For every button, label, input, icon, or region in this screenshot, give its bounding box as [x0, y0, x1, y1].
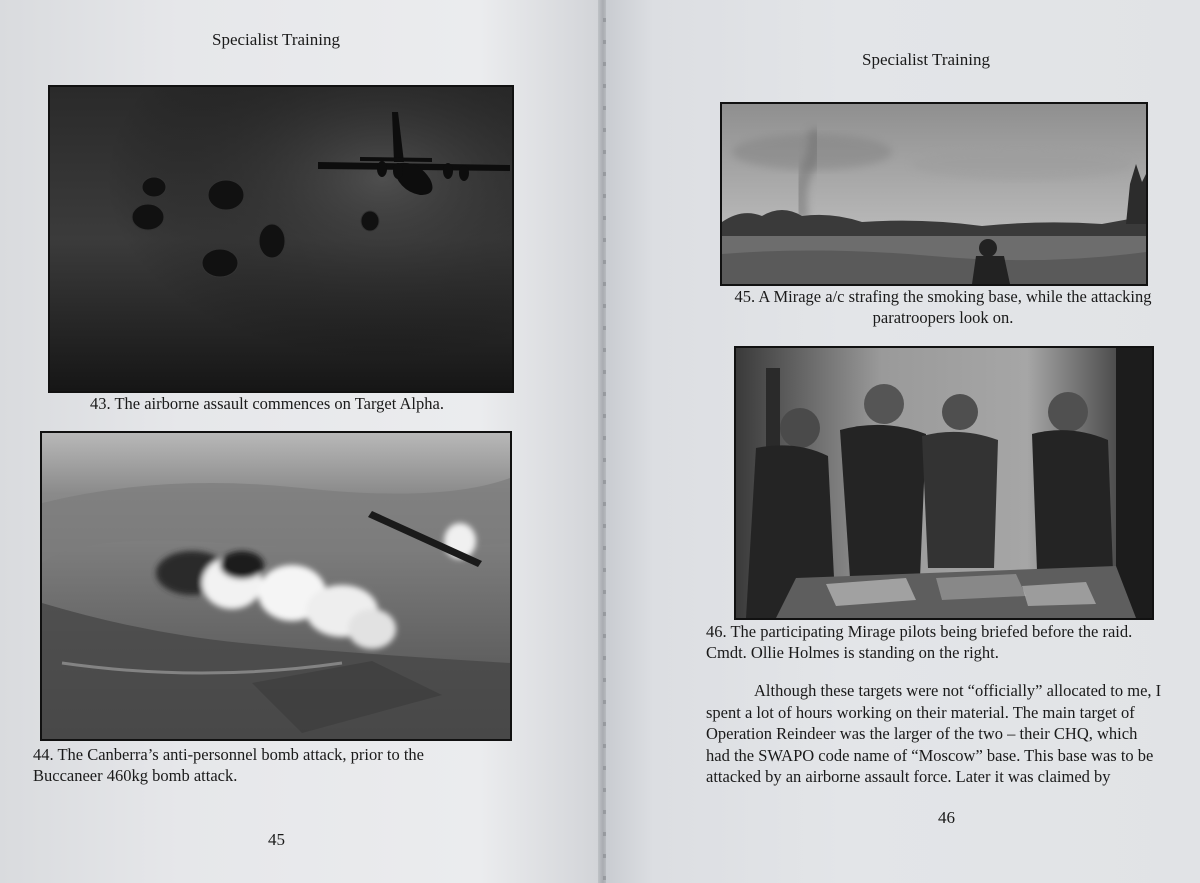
- caption-figure-45-line1: 45. A Mirage a/c strafing the smoking base, while the attacking: [734, 287, 1152, 306]
- caption-figure-46-line1: 46. The participating Mirage pilots being briefed before the raid.: [706, 622, 1133, 641]
- photo-mirage-pilots-briefing: [734, 346, 1154, 620]
- caption-figure-44-line2: Buccaneer 460kg bomb attack.: [33, 766, 238, 785]
- caption-figure-46: [706, 621, 1176, 663]
- caption-figure-44-line1: 44. The Canberra’s anti-personnel bomb attack, prior to the: [33, 745, 424, 764]
- body-line-5: attacked by an airborne assault force. Later it was claimed by: [706, 767, 1111, 786]
- body-line-1: Although these targets were not “officially” allocated to me, I: [754, 681, 1162, 700]
- caption-figure-43: 43. The airborne assault commences on Target Alpha.: [90, 394, 444, 413]
- body-line-2: spent a lot of hours working on their material. The main target of: [706, 702, 1135, 722]
- body-line-3: Operation Reindeer was the larger of the two – their CHQ, which: [706, 724, 1138, 743]
- photo-canberra-bomb-attack: [40, 431, 512, 741]
- running-head-right: Specialist Training: [862, 50, 990, 69]
- caption-figure-46-line2: Cmdt. Ollie Holmes is standing on the right.: [706, 643, 999, 662]
- caption-figure-45-line2: paratroopers look on.: [872, 308, 1014, 327]
- body-line-4: had the SWAPO code name of “Moscow” base. This base was to be: [706, 745, 1154, 765]
- running-head-left: Specialist Training: [212, 30, 340, 49]
- body-paragraph: [706, 680, 1174, 788]
- page-number-right: 46: [938, 808, 955, 827]
- photo-mirage-strafing: [720, 102, 1148, 286]
- caption-figure-45: [728, 286, 1158, 328]
- right-page: [606, 0, 1200, 883]
- photo-airborne-assault: [48, 85, 514, 393]
- page-number-left: 45: [268, 830, 285, 849]
- caption-figure-44: [33, 744, 503, 786]
